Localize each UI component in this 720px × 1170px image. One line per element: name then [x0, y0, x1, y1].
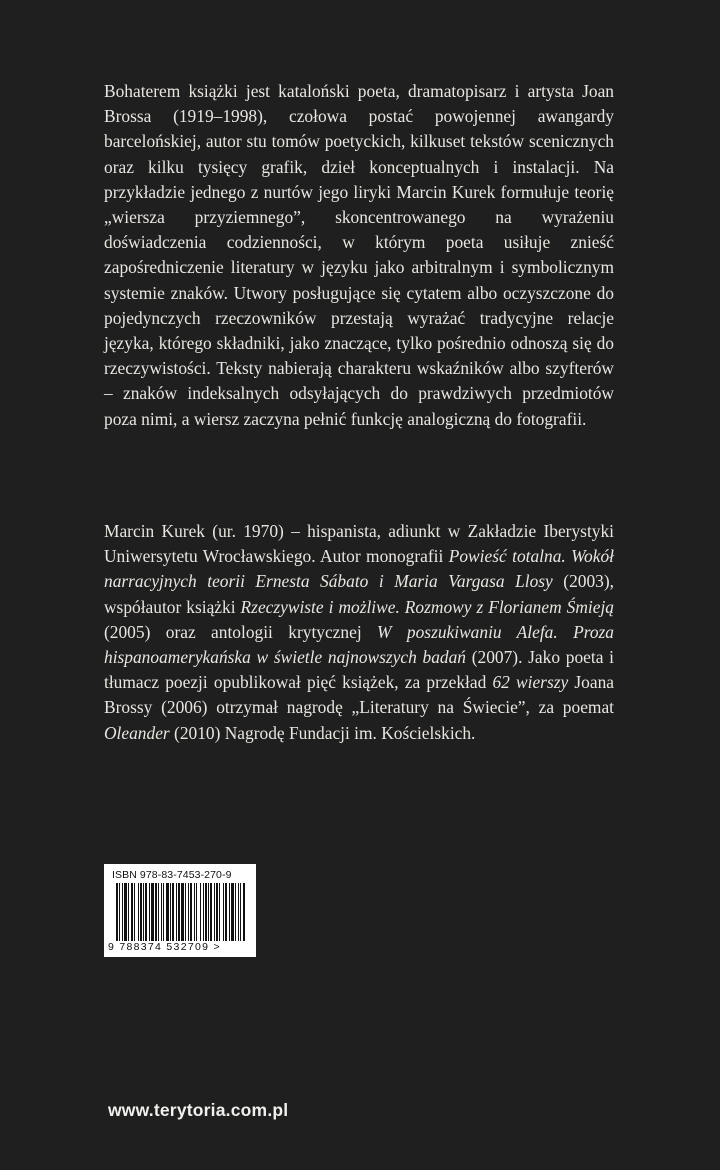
barcode-bar: [223, 883, 224, 941]
barcode-bar: [119, 883, 120, 941]
bio-text: Joana Brossy (2006) otrzymał nagrodę „Literatury na Świecie”, za poemat: [104, 672, 614, 718]
barcode-bar: [238, 883, 239, 941]
bio-text: (2005) oraz antologii krytycznej: [104, 621, 378, 642]
barcode-bar: [122, 883, 123, 941]
barcode-bar: [170, 883, 171, 941]
barcode-bars: [116, 883, 246, 941]
book-description: Bohaterem książki jest kataloński poeta, dramatopisarz i artysta Joan Brossa (1919–1998), czołowa postać powojennej awangardy barcelońskiej, autor stu tomów poetyckich, kilkuset tekstów scenicznych oraz kilku tysięcy grafik, dzieł konceptualnych i instalacji. Na przykładzie jednego z nurtów jego liryki Marcin Kurek formułuje teorię „wiersza przyziemnego”, skoncentrowanego na wyrażeniu doświadczenia codzienności, w którym poeta usiłuje znieść zapośredniczenie literatury w języku jako arbitralnym i symbolicznym systemie znaków. Utwory posługujące się cytatem albo oczyszczone do pojedynczych rzeczowników przestają wyrażać tradycyjne relacje języka, którego składniki, jako znaczące, tylko pośrednio odnoszą się do rzeczywistości. Teksty nabierają charakteru wskaźników albo szyfterów – znaków indeksalnych odsyłających do prawdziwych przedmiotów poza nimi, a wiersz zaczyna pełnić funkcję analogiczną do fotografii.: [104, 81, 614, 429]
bio-title: Powieść totalna. Wokół narracyjnych teorii Ernesta Sábato i Maria Vargasa Llosy: [104, 546, 614, 592]
barcode-bar: [116, 883, 118, 941]
barcode-bar: [158, 883, 159, 941]
bio-title: 62 wierszy: [492, 672, 569, 693]
barcode-bar: [149, 883, 150, 941]
author-bio: [104, 519, 614, 746]
barcode-bar: [235, 883, 236, 941]
barcode-bar: [124, 883, 127, 941]
barcode-digits: 9 788374 532709 >: [108, 941, 221, 953]
bio-text: (2003), współautor książki: [104, 571, 614, 617]
bio-text: (2010) Nagrodę Fundacji im. Kościelskich.: [169, 722, 476, 743]
barcode-bar: [203, 883, 204, 941]
barcode-bar: [131, 883, 133, 941]
barcode-bar: [128, 883, 129, 941]
barcode-bar: [181, 883, 184, 941]
barcode-bar: [143, 883, 144, 941]
barcode-bar: [138, 883, 139, 941]
bio-text: Marcin Kurek (ur. 1970) – hispanista, adiunkt w Zakładzie Iberystyki Uniwersytetu Wrocławskiego. Autor monografii: [104, 521, 614, 567]
barcode-bar: [134, 883, 135, 941]
bio-title: W poszukiwaniu Alefa. Proza hispanoamerykańska w świetle najnowszych badań: [104, 621, 615, 668]
barcode-bar: [166, 883, 169, 941]
barcode-bar: [205, 883, 207, 941]
barcode-bar: [194, 883, 195, 941]
barcode-bar: [145, 883, 147, 941]
barcode-bar: [216, 883, 218, 941]
barcode-bar: [210, 883, 212, 941]
barcode-bar: [229, 883, 230, 941]
barcode-bar: [151, 883, 154, 941]
bio-title: Oleander: [104, 722, 170, 743]
barcode-bar: [188, 883, 189, 941]
bio-text: (2007). Jako poeta i tłumacz poezji opublikował pięć książek, za przekład: [104, 647, 614, 693]
barcode-bar: [200, 883, 201, 941]
barcode-bar: [240, 883, 241, 941]
barcode-bar: [196, 883, 197, 941]
barcode-bar: [214, 883, 215, 941]
barcode-bar: [178, 883, 180, 941]
barcode-bar: [161, 883, 162, 941]
isbn-label: ISBN 978-83-7453-270-9: [112, 869, 232, 881]
barcode-bar: [231, 883, 234, 941]
bio-title: Rzeczywiste i możliwe. Rozmowy z Florianem Śmieją: [240, 596, 614, 617]
barcode-bar: [190, 883, 192, 941]
barcode-bar: [185, 883, 186, 941]
barcode-bar: [155, 883, 157, 941]
isbn-barcode: [104, 864, 256, 957]
barcode-bar: [219, 883, 220, 941]
barcode-bar: [163, 883, 164, 941]
barcode-bar: [243, 883, 245, 941]
barcode-bar: [176, 883, 177, 941]
barcode-bar: [225, 883, 227, 941]
barcode-bar: [140, 883, 142, 941]
barcode-bar: [172, 883, 174, 941]
barcode-bar: [208, 883, 209, 941]
publisher-website: www.terytoria.com.pl: [108, 1100, 289, 1120]
